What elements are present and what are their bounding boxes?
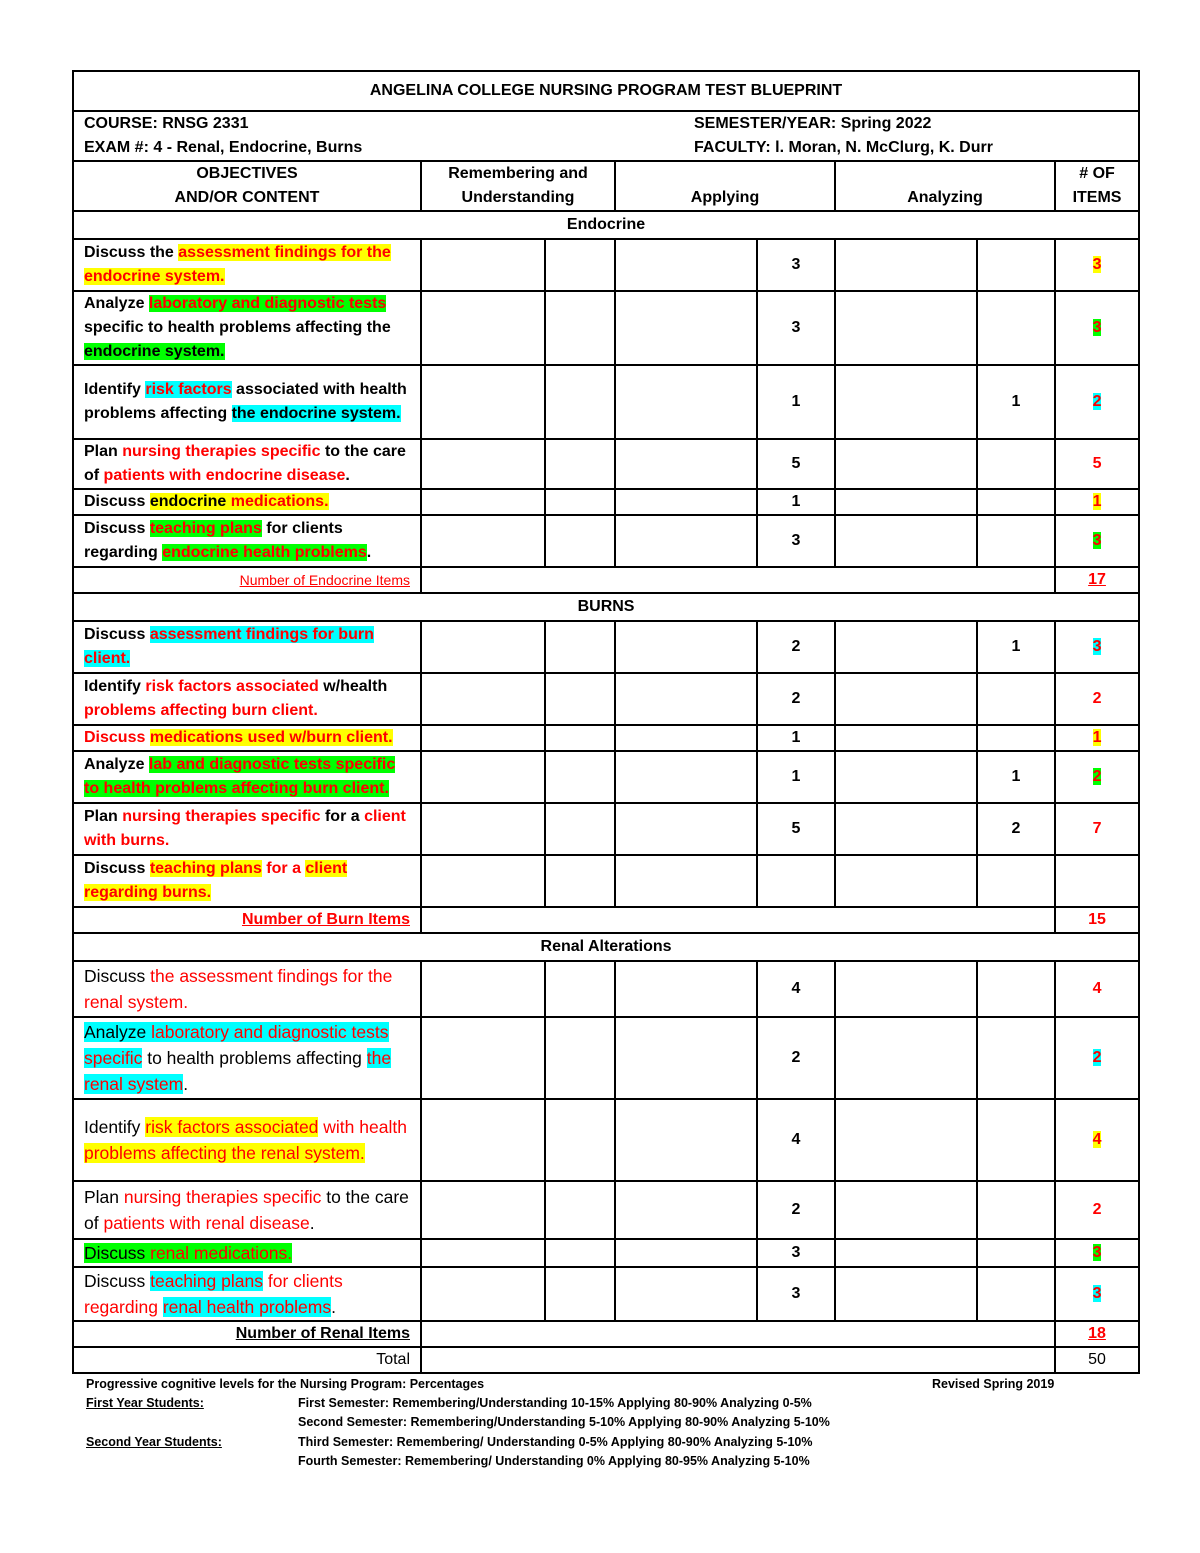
applying-value: 2 [757,621,835,673]
items-value: 7 [1055,803,1139,855]
items-value: 2 [1055,751,1139,803]
second-semester: Second Semester: Remembering/Understanding 5-10% Applying 80-90% Analyzing 5-10% [298,1415,830,1430]
table-row [73,961,1139,1017]
items-value: 3 [1055,239,1139,291]
summary-label: Number of Renal Items [73,1321,421,1347]
items-value: 3 [1055,291,1139,365]
summary-label: Number of Endocrine Items [73,567,421,593]
applying-value: 2 [757,673,835,725]
first-semester: First Semester: Remembering/Understanding 10-15% Applying 80-90% Analyzing 0-5% [298,1396,812,1411]
analyzing-value [977,1181,1055,1239]
table-row [73,1181,1139,1239]
applying-value: 3 [757,239,835,291]
section-title-renal: Renal Alterations [73,933,1139,961]
objective-cell: Plan nursing therapies specific to the care of patients with endocrine disease. [73,439,421,489]
header-objectives: OBJECTIVES AND/OR CONTENT [73,161,421,211]
course-code: COURSE: RNSG 2331 [84,115,249,132]
items-value: 5 [1055,439,1139,489]
analyzing-value [977,291,1055,365]
applying-value: 2 [757,1017,835,1099]
items-value: 2 [1055,673,1139,725]
analyzing-value: 1 [977,365,1055,439]
applying-value: 3 [757,1267,835,1321]
analyzing-value [977,1239,1055,1267]
summary-row [73,907,1139,933]
objective-cell: Discuss renal medications. [73,1239,421,1267]
items-value: 1 [1055,489,1139,515]
items-value: 3 [1055,1239,1139,1267]
faculty: FACULTY: l. Moran, N. McClurg, K. Durr [694,139,993,156]
objective-cell: Analyze laboratory and diagnostic tests specific to health problems affecting the renal system. [73,1017,421,1099]
applying-value: 5 [757,803,835,855]
analyzing-value [977,239,1055,291]
section-title-endocrine: Endocrine [73,211,1139,239]
applying-value: 1 [757,489,835,515]
items-value: 2 [1055,365,1139,439]
items-value: 1 [1055,725,1139,751]
analyzing-value [977,1099,1055,1181]
items-value: 4 [1055,961,1139,1017]
summary-label: Number of Burn Items [73,907,421,933]
objective-cell: Discuss teaching plans for clients regarding endocrine health problems. [73,515,421,567]
objective-cell: Discuss teaching plans for clients regarding renal health problems. [73,1267,421,1321]
footer-notes [86,1375,1086,1471]
objective-cell: Identify risk factors associated w/health problems affecting burn client. [73,673,421,725]
objective-cell: Plan nursing therapies specific for a client with burns. [73,803,421,855]
analyzing-value: 1 [977,751,1055,803]
applying-value: 1 [757,365,835,439]
objective-cell: Identify risk factors associated with health problems affecting the renal system. [73,1099,421,1181]
table-row [73,1099,1139,1181]
third-semester: Third Semester: Remembering/ Understanding 0-5% Applying 80-90% Analyzing 5-10% [298,1434,813,1449]
summary-total: 18 [1055,1321,1139,1347]
table-row [73,239,1139,291]
objective-cell: Discuss endocrine medications. [73,489,421,515]
table-row [73,673,1139,725]
total-row [73,1347,1139,1373]
objective-cell: Discuss medications used w/burn client. [73,725,421,751]
analyzing-value [977,961,1055,1017]
table-row [73,751,1139,803]
analyzing-value [977,725,1055,751]
analyzing-value [977,855,1055,907]
applying-value: 3 [757,515,835,567]
summary-row [73,1321,1139,1347]
analyzing-value [977,1267,1055,1321]
analyzing-value [977,439,1055,489]
table-row [73,489,1139,515]
table-row [73,1239,1139,1267]
items-value: 3 [1055,1267,1139,1321]
objective-cell: Discuss the assessment findings for the endocrine system. [73,239,421,291]
semester-year: SEMESTER/YEAR: Spring 2022 [694,115,932,132]
footer-intro: Progressive cognitive levels for the Nursing Program: Percentages [86,1377,485,1391]
course-info [73,111,1139,161]
objective-cell: Discuss the assessment findings for the renal system. [73,961,421,1017]
items-value [1055,855,1139,907]
total-value: 50 [1055,1347,1139,1373]
table-row [73,439,1139,489]
header-analyzing: Analyzing [835,161,1055,211]
items-value: 3 [1055,515,1139,567]
table-row [73,1267,1139,1321]
objective-cell: Discuss assessment findings for burn client. [73,621,421,673]
analyzing-value [977,1017,1055,1099]
blueprint-table [72,70,1140,1374]
table-row [73,621,1139,673]
summary-total: 17 [1055,567,1139,593]
objective-cell: Plan nursing therapies specific to the care of patients with renal disease. [73,1181,421,1239]
analyzing-value [977,515,1055,567]
table-row [73,855,1139,907]
analyzing-value [977,673,1055,725]
table-row [73,365,1139,439]
table-row [73,803,1139,855]
page-title: ANGELINA COLLEGE NURSING PROGRAM TEST BLUEPRINT [73,71,1139,111]
total-label: Total [73,1347,421,1373]
summary-row [73,567,1139,593]
items-value: 2 [1055,1017,1139,1099]
objective-cell: Analyze lab and diagnostic tests specific to health problems affecting burn client. [73,751,421,803]
analyzing-value: 1 [977,621,1055,673]
objective-cell: Identify risk factors associated with health problems affecting the endocrine system. [73,365,421,439]
fourth-semester: Fourth Semester: Remembering/ Understanding 0% Applying 80-95% Analyzing 5-10% [298,1453,810,1468]
objective-cell: Analyze laboratory and diagnostic tests specific to health problems affecting the endocrine system. [73,291,421,365]
applying-value: 1 [757,751,835,803]
first-year-label: First Year Students: [86,1396,204,1411]
header-items: # OF ITEMS [1055,161,1139,211]
section-title-burns: BURNS [73,593,1139,621]
analyzing-value: 2 [977,803,1055,855]
applying-value: 2 [757,1181,835,1239]
applying-value: 3 [757,291,835,365]
applying-value [757,855,835,907]
summary-total: 15 [1055,907,1139,933]
applying-value: 4 [757,1099,835,1181]
table-row [73,725,1139,751]
applying-value: 1 [757,725,835,751]
analyzing-value [977,489,1055,515]
objective-cell: Discuss teaching plans for a client regarding burns. [73,855,421,907]
header-remembering: Remembering and Understanding [421,161,615,211]
applying-value: 5 [757,439,835,489]
table-row [73,515,1139,567]
applying-value: 4 [757,961,835,1017]
revised-date: Revised Spring 2019 [932,1377,1055,1391]
items-value: 4 [1055,1099,1139,1181]
second-year-label: Second Year Students: [86,1434,222,1449]
table-row [73,291,1139,365]
header-applying: Applying [615,161,835,211]
exam-number: EXAM #: 4 - Renal, Endocrine, Burns [84,139,363,156]
table-row [73,1017,1139,1099]
items-value: 2 [1055,1181,1139,1239]
items-value: 3 [1055,621,1139,673]
applying-value: 3 [757,1239,835,1267]
